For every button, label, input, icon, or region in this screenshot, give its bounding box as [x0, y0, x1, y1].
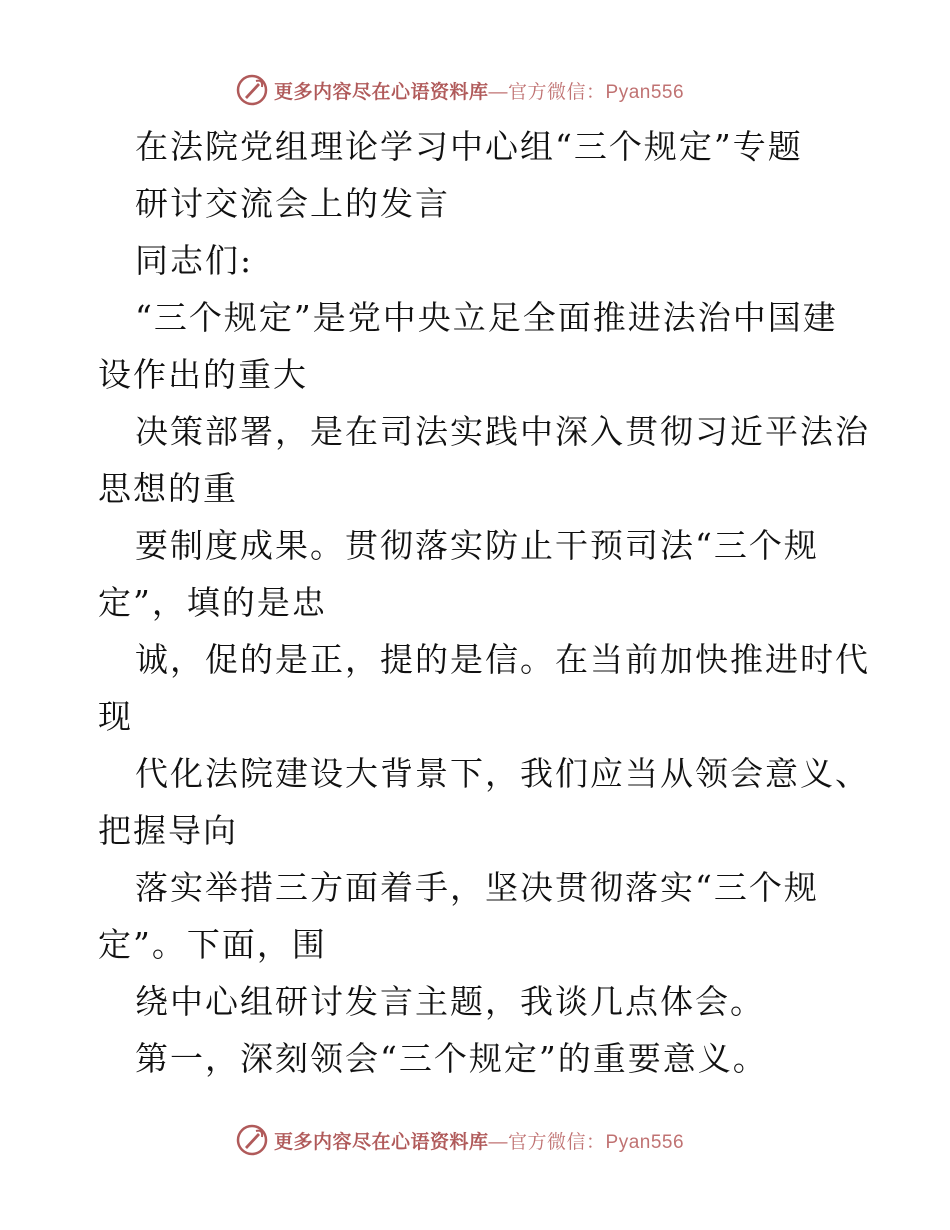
footer-banner	[236, 1122, 684, 1158]
quill-logo-icon	[236, 74, 268, 106]
salutation: 同志们:	[135, 241, 254, 280]
paragraph-line: 把握导向	[98, 811, 238, 850]
paragraph-line: 现	[98, 697, 133, 736]
section-heading: 第一，深刻领会“三个规定”的重要意义。	[135, 1039, 768, 1078]
banner-suffix-text: —官方微信：Pyan556	[488, 81, 685, 103]
paragraph-line: “三个规定”是党中央立足全面推进法治中国建	[135, 298, 838, 337]
paragraph-line: 定”。下面，围	[98, 925, 327, 964]
document-body	[98, 118, 870, 1087]
title-line-1: 在法院党组理论学习中心组“三个规定”专题	[135, 127, 803, 166]
header-banner	[236, 72, 684, 108]
paragraph-line: 落实举措三方面着手，坚决贯彻落实“三个规	[135, 868, 819, 907]
paragraph-line: 代化法院建设大背景下，我们应当从领会意义、	[135, 754, 870, 793]
paragraph-line: 决策部署，是在司法实践中深入贯彻习近平法治	[135, 412, 870, 451]
banner-main-text: 更多内容尽在心语资料库	[274, 1130, 489, 1153]
paragraph-line: 思想的重	[98, 469, 238, 508]
paragraph-line: 要制度成果。贯彻落实防止干预司法“三个规	[135, 526, 819, 565]
paragraph-line: 设作出的重大	[98, 355, 308, 394]
paragraph-line: 定”，填的是忠	[98, 583, 327, 622]
paragraph-line: 诚，促的是正，提的是信。在当前加快推进时代	[135, 640, 870, 679]
paragraph-line: 绕中心组研讨发言主题，我谈几点体会。	[135, 982, 765, 1021]
banner-main-text: 更多内容尽在心语资料库	[274, 80, 489, 103]
title-line-2: 研讨交流会上的发言	[135, 184, 450, 223]
banner-suffix-text: —官方微信：Pyan556	[488, 1131, 685, 1153]
quill-logo-icon	[236, 1124, 268, 1156]
